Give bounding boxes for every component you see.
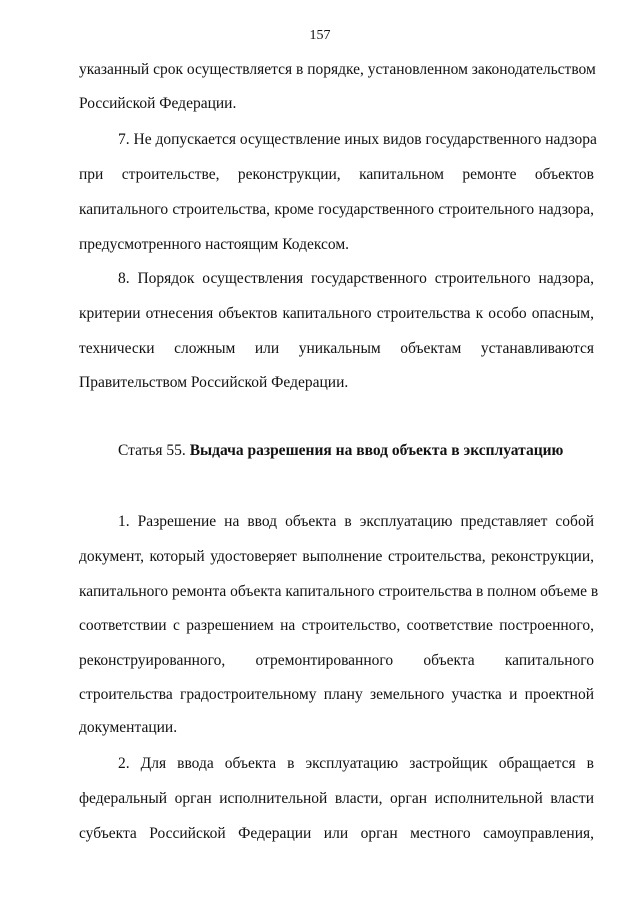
- article-label: Статья 55.: [118, 442, 186, 459]
- text-line: соответствии с разрешением на строительство, соответствие построенного,: [79, 617, 594, 634]
- page-number: 157: [309, 28, 331, 43]
- text-line: документ, который удостоверяет выполнение строительства, реконструкции,: [79, 548, 594, 565]
- text-line: федеральный орган исполнительной власти, орган исполнительной власти: [79, 790, 594, 807]
- text-line: строительства градостроительному плану земельного участка и проектной: [79, 686, 594, 703]
- article-title: Выдача разрешения на ввод объекта в эксплуатацию: [189, 442, 564, 459]
- text-line: 7. Не допускается осуществление иных видов государственного надзора: [118, 131, 597, 148]
- text-line: при строительстве, реконструкции, капитальном ремонте объектов: [79, 166, 594, 183]
- text-line: субъекта Российской Федерации или орган местного самоуправления,: [79, 825, 594, 842]
- text-line: 8. Порядок осуществления государственного строительного надзора,: [118, 270, 594, 287]
- text-line: реконструированного, отремонтированного объекта капитального: [79, 652, 594, 669]
- text-line: предусмотренного настоящим Кодексом.: [79, 236, 350, 253]
- text-line: указанный срок осуществляется в порядке, установленном законодательством: [79, 61, 596, 78]
- text-line: 2. Для ввода объекта в эксплуатацию застройщик обращается в: [118, 755, 594, 772]
- text-line: Российской Федерации.: [79, 95, 237, 112]
- text-line: капитального ремонта объекта капитального строительства в полном объеме в: [79, 583, 599, 600]
- text-line: капитального строительства, кроме государственного строительного надзора,: [79, 201, 594, 218]
- article-heading: [118, 441, 563, 461]
- text-line: технически сложным или уникальным объектам устанавливаются: [79, 340, 594, 357]
- text-line: 1. Разрешение на ввод объекта в эксплуатацию представляет собой: [118, 513, 594, 530]
- text-line: Правительством Российской Федерации.: [79, 374, 349, 391]
- text-line: критерии отнесения объектов капитального строительства к особо опасным,: [79, 305, 594, 322]
- text-line: документации.: [79, 719, 178, 736]
